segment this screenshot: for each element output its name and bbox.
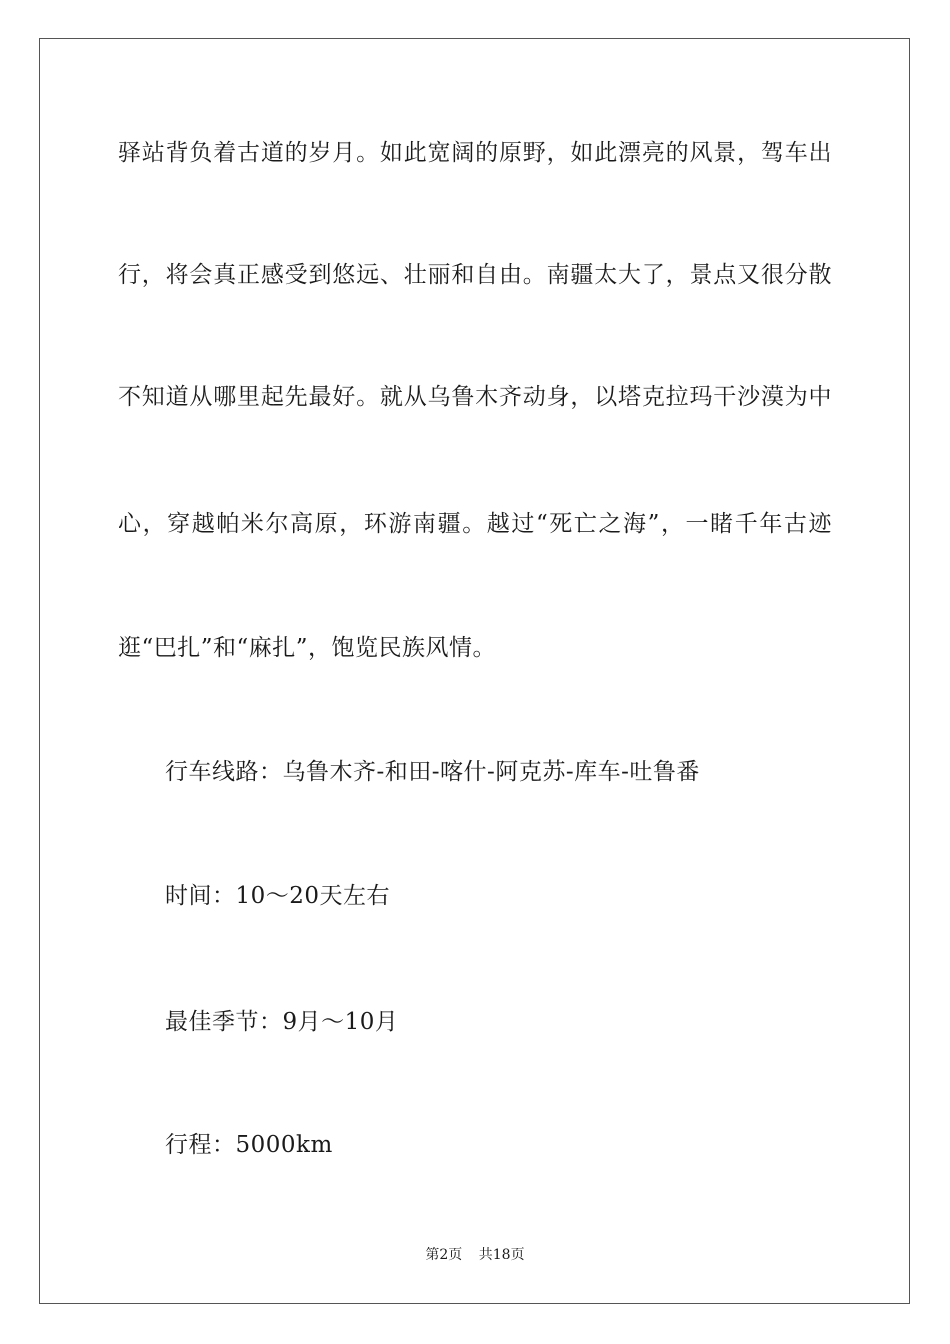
paragraph-line-4: 心，穿越帕米尔高原，环游南疆。越过“死亡之海”，一睹千年古迹 bbox=[118, 511, 832, 537]
duration-line: 时间：10～20天左右 bbox=[165, 883, 391, 909]
season-line: 最佳季节：9月～10月 bbox=[165, 1009, 399, 1035]
paragraph-line-1: 驿站背负着古道的岁月。如此宽阔的原野，如此漂亮的风景，驾车出 bbox=[118, 140, 832, 166]
paragraph-line-5: 逛“巴扎”和“麻扎”，饱览民族风情。 bbox=[118, 635, 497, 661]
route-line: 行车线路：乌鲁木齐-和田-喀什-阿克苏-库车-吐鲁番 bbox=[165, 759, 700, 785]
page-total: 共18页 bbox=[478, 1247, 525, 1263]
distance-line: 行程：5000km bbox=[165, 1132, 333, 1158]
paragraph-line-3: 不知道从哪里起先最好。就从乌鲁木齐动身，以塔克拉玛干沙漠为中 bbox=[118, 384, 832, 410]
page-footer bbox=[0, 1246, 950, 1264]
paragraph-line-2: 行，将会真正感受到悠远、壮丽和自由。南疆太大了，景点又很分散 bbox=[118, 262, 832, 288]
page-border bbox=[39, 38, 910, 1304]
page-number: 第2页 bbox=[425, 1247, 463, 1263]
